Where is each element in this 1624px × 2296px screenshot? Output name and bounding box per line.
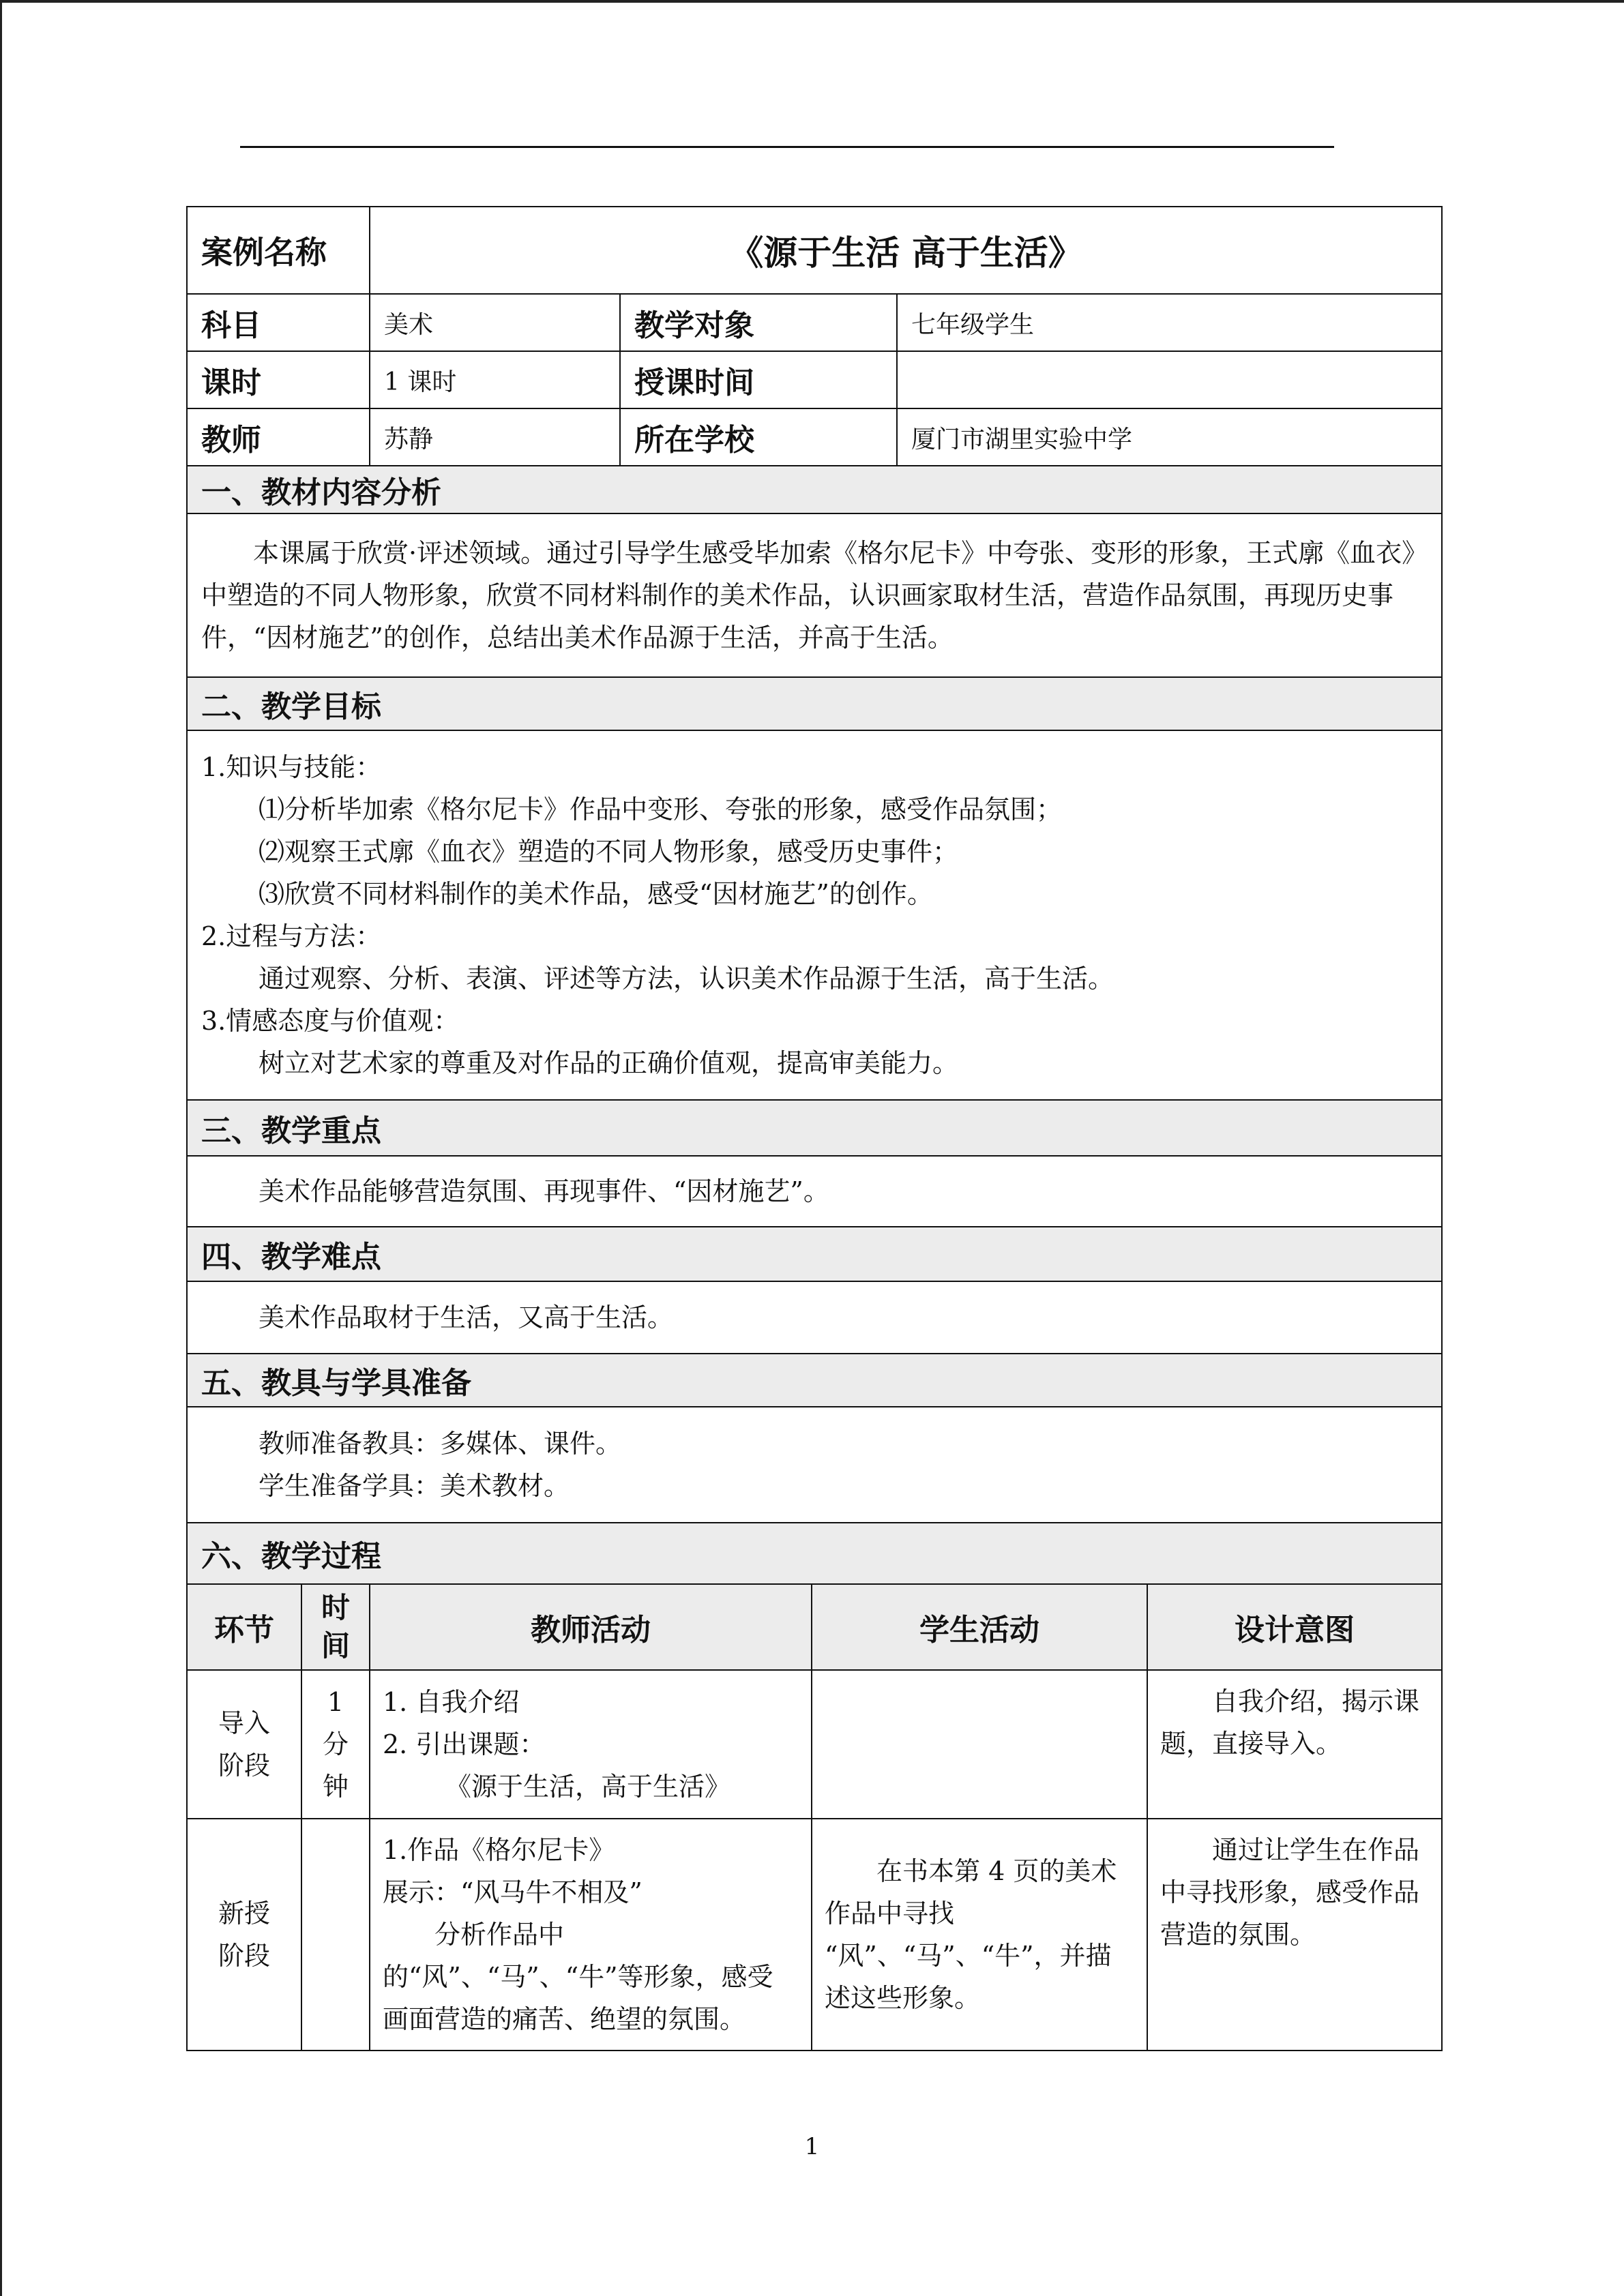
teacher-activity-line: 1.作品《格尔尼卡》 (383, 1835, 615, 1865)
teacher-activity-line: 1. 自我介绍 (383, 1687, 520, 1717)
student-activity-cell (812, 1819, 1147, 2051)
teacher-activity-line: 《源于生活，高于生活》 (445, 1772, 731, 1802)
goal-line: 树立对艺术家的尊重及对作品的正确价值观，提高审美能力。 (259, 1048, 959, 1078)
difficulty-heading: 四、教学难点 (187, 1227, 1442, 1281)
time-cell (301, 1819, 370, 2051)
process-row-new (187, 1819, 1442, 2051)
stage-text: 阶段 (218, 1941, 270, 1971)
goals-heading-row (187, 677, 1442, 730)
analysis-text: 本课属于欣赏·评述领域。通过引导学生感受毕加索《格尔尼卡》中夸张、变形的形象，王式廓《血衣》中塑造的不同人物形象，欣赏不同材料制作的美术作品，认识画家取材生活，营造作品氛围，再现历史事件，“因材施艺”的创作，总结出美术作品源于生活，并高于生活。 (201, 538, 1415, 653)
process-header-row (187, 1584, 1442, 1670)
col-time-header-1: 时 (321, 1591, 350, 1624)
goal-line: 2.过程与方法： (201, 921, 382, 951)
difficulty-body-row (187, 1281, 1442, 1354)
design-intent-cell (1147, 1670, 1442, 1819)
teacher-activity-line: 2. 引出课题： (383, 1729, 546, 1759)
page-left-border (0, 0, 2, 2296)
design-intent-text: 自我介绍，揭示课题，直接导入。 (1160, 1686, 1420, 1759)
audience-value: 七年级学生 (911, 310, 1035, 339)
time-text: 分 (322, 1729, 349, 1759)
col-time-header (301, 1584, 370, 1670)
teacher-row (187, 408, 1442, 466)
time-label: 授课时间 (620, 352, 897, 408)
analysis-heading-row (187, 466, 1442, 513)
student-activity-cell (812, 1670, 1147, 1819)
header-rule (240, 146, 1334, 148)
stage-text: 导入 (218, 1708, 270, 1738)
design-intent-text: 通过让学生在作品中寻找形象，感受作品营造的氛围。 (1160, 1835, 1420, 1950)
subject-value: 美术 (370, 295, 620, 351)
goal-line: 1.知识与技能： (201, 752, 382, 782)
hours-label: 课时 (187, 351, 370, 408)
teacher-label: 教师 (187, 408, 370, 466)
time-value (897, 352, 1443, 408)
difficulty-heading-row (187, 1227, 1442, 1281)
page-number: 1 (804, 2133, 820, 2160)
stage-cell (187, 1670, 301, 1819)
goal-line: 3.情感态度与价值观： (201, 1006, 460, 1036)
prep-student-text: 学生准备学具：美术教材。 (259, 1471, 570, 1501)
page-top-border (0, 0, 1624, 3)
goal-line: ⑴分析毕加索《格尔尼卡》作品中变形、夸张的形象，感受作品氛围； (259, 794, 1063, 824)
stage-text: 阶段 (218, 1750, 270, 1780)
col-student-header: 学生活动 (812, 1584, 1147, 1670)
case-title: 《源于生活 高于生活》 (370, 207, 1442, 294)
stage-text: 新授 (218, 1898, 270, 1928)
goal-line: ⑵观察王式廓《血衣》塑造的不同人物形象，感受历史事件； (259, 837, 959, 867)
audience-label: 教学对象 (620, 295, 897, 351)
goals-heading: 二、教学目标 (187, 677, 1442, 730)
case-name-label: 案例名称 (187, 207, 370, 294)
goals-body-row (187, 730, 1442, 1100)
key-heading-row (187, 1100, 1442, 1156)
subject-label: 科目 (187, 294, 370, 351)
analysis-heading: 一、教材内容分析 (187, 466, 1442, 513)
teacher-value: 苏静 (370, 409, 620, 465)
school-value: 厦门市湖里实验中学 (911, 425, 1133, 453)
stage-cell (187, 1819, 301, 2051)
title-row (187, 207, 1442, 294)
lesson-plan-table (186, 206, 1443, 2051)
time-text: 钟 (322, 1772, 349, 1802)
student-activity-text: 在书本第 4 页的美术作品中寻找 “风”、“马”、“牛”，并描述这些形象。 (825, 1856, 1117, 2013)
hours-row (187, 351, 1442, 408)
analysis-body-row (187, 513, 1442, 677)
time-cell (301, 1670, 370, 1819)
hours-subtable (370, 352, 1443, 408)
prep-body-row (187, 1407, 1442, 1523)
difficulty-text: 美术作品取材于生活，又高于生活。 (259, 1302, 674, 1332)
col-teacher-header: 教师活动 (370, 1584, 812, 1670)
teacher-activity-cell (370, 1670, 812, 1819)
col-stage-header: 环节 (187, 1584, 301, 1670)
goal-line: ⑶欣赏不同材料制作的美术作品，感受“因材施艺”的创作。 (259, 879, 933, 909)
key-body-row (187, 1156, 1442, 1227)
goal-line: 通过观察、分析、表演、评述等方法，认识美术作品源于生活，高于生活。 (259, 964, 1114, 994)
prep-heading: 五、教具与学具准备 (187, 1354, 1442, 1407)
process-heading-row (187, 1523, 1442, 1584)
hours-value: 1 课时 (370, 352, 620, 408)
design-intent-cell (1147, 1819, 1442, 2051)
col-time-header-2: 间 (321, 1629, 350, 1663)
teacher-activity-line: 分析作品中的“风”、“马”、“牛”等形象，感受画面营造的痛苦、绝望的氛围。 (383, 1920, 773, 2034)
teacher-subtable (370, 409, 1443, 465)
col-design-header: 设计意图 (1147, 1584, 1442, 1670)
process-row-intro (187, 1670, 1442, 1819)
process-heading: 六、教学过程 (187, 1523, 1442, 1584)
teacher-activity-cell (370, 1819, 812, 2051)
subject-row (187, 294, 1442, 351)
key-heading: 三、教学重点 (187, 1100, 1442, 1156)
prep-teacher-text: 教师准备教具：多媒体、课件。 (259, 1429, 622, 1459)
school-label: 所在学校 (620, 409, 897, 465)
subject-subtable (370, 295, 1443, 351)
prep-heading-row (187, 1354, 1442, 1407)
key-text: 美术作品能够营造氛围、再现事件、“因材施艺”。 (259, 1176, 829, 1206)
time-text: 1 (327, 1687, 344, 1717)
teacher-activity-line: 展示：“风马牛不相及” (383, 1877, 643, 1907)
